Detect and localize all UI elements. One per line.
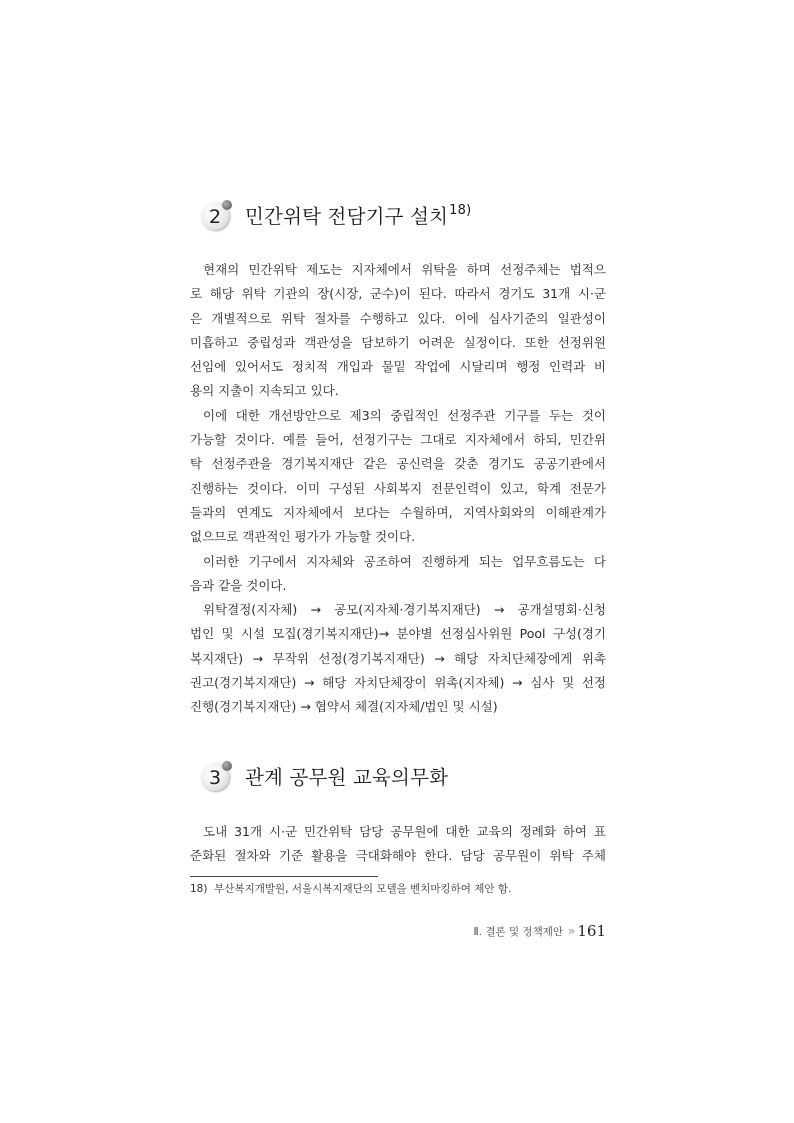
footnote-reference: 18) [449, 203, 472, 218]
section-number-badge [201, 200, 231, 230]
text-line: 현재의 민간위탁 제도는 지자체에서 위탁을 하며 선정주체는 법적으 [203, 262, 606, 277]
flow-line: 권고(경기복지재단) → 해당 자치단체장이 위촉(지자체) → 심사 및 선정 [190, 675, 606, 691]
section-2-body [190, 258, 606, 720]
running-footer [473, 922, 606, 940]
text-line: 음과 같을 것이다. [190, 577, 287, 593]
flow-line: 위탁결정(지자체) → 공모(지자체·경기복지재단) → 공개설명회·신청 [203, 602, 606, 618]
section-3-body [190, 820, 606, 869]
flow-line: 복지재단) → 무작위 선정(경기복지재단) → 해당 자치단체장에게 위촉 [190, 650, 606, 666]
text-line: 진행하는 것이다. 이미 구성된 사회복지 전문인력이 있고, 학계 전문가 [190, 480, 606, 496]
footer-section-label: Ⅱ. 결론 및 정책제안 [473, 925, 564, 938]
text-line: 이에 대한 개선방안으로 제3의 중립적인 선정주관 기구를 두는 것이 [203, 407, 606, 423]
text-line: 이러한 기구에서 지자체와 공조하여 진행하게 되는 업무흐름도는 다 [203, 553, 606, 569]
flow-line: 법인 및 시설 모집(경기복지재단)→ 분야별 선정심사위원 Pool 구성(경기 [190, 626, 606, 642]
text-line: 가능할 것이다. 예를 들어, 선정기구는 그대로 지자체에서 하되, 민간위 [190, 432, 606, 448]
flow-line: 진행(경기복지재단) → 협약서 체결(지자체/법인 및 시설) [190, 699, 498, 715]
section-number-badge [201, 761, 231, 791]
section-3-heading [201, 761, 448, 791]
footnote-divider [190, 876, 378, 877]
footnote-text: 부산복지개발원, 서울시복지재단의 모델을 벤치마킹하여 제안 함. [214, 883, 512, 895]
footnote [190, 881, 511, 896]
text-line: 선임에 있어서도 정치적 개입과 물밑 작업에 시달리며 행정 인력과 비 [190, 359, 606, 375]
text-line: 은 개별적으로 위탁 절차를 수행하고 있다. 이에 심사기준의 일관성이 [190, 310, 606, 326]
text-line: 탁 선정주관을 경기복지재단 같은 공신력을 갖춘 경기도 공공기관에서 [190, 456, 606, 472]
page-number: 161 [577, 922, 606, 940]
text-line: 준화된 절차와 기준 활용을 극대화해야 한다. 담당 공무원이 위탁 주체 [190, 848, 606, 864]
text-line: 용의 지출이 지속되고 있다. [190, 383, 339, 399]
footnote-marker: 18) [190, 883, 208, 895]
section-title [245, 762, 448, 790]
section-title [245, 201, 471, 229]
section-number: 2 [208, 206, 222, 228]
text-line: 로 해당 위탁 기관의 장(시장, 군수)이 된다. 따라서 경기도 31개 시·군 [190, 286, 606, 302]
section-title-text: 민간위탁 전담기구 설치 [245, 205, 449, 228]
text-line: 미흡하고 중립성과 객관성을 담보하기 어려운 실정이다. 또한 선정위원 [190, 334, 606, 350]
double-chevron-right-icon: » [568, 924, 574, 938]
section-2-heading [201, 200, 471, 230]
text-line: 도내 31개 시·군 민간위탁 담당 공무원에 대한 교육의 정례화 하여 표 [203, 824, 606, 839]
text-line: 없으므로 객관적인 평가가 가능할 것이다. [190, 529, 416, 545]
section-number: 3 [208, 767, 222, 789]
text-line: 들과의 연계도 지자체에서 보다는 수월하며, 지역사회와의 이해관계가 [190, 504, 606, 520]
section-title-text: 관계 공무원 교육의무화 [245, 766, 449, 789]
